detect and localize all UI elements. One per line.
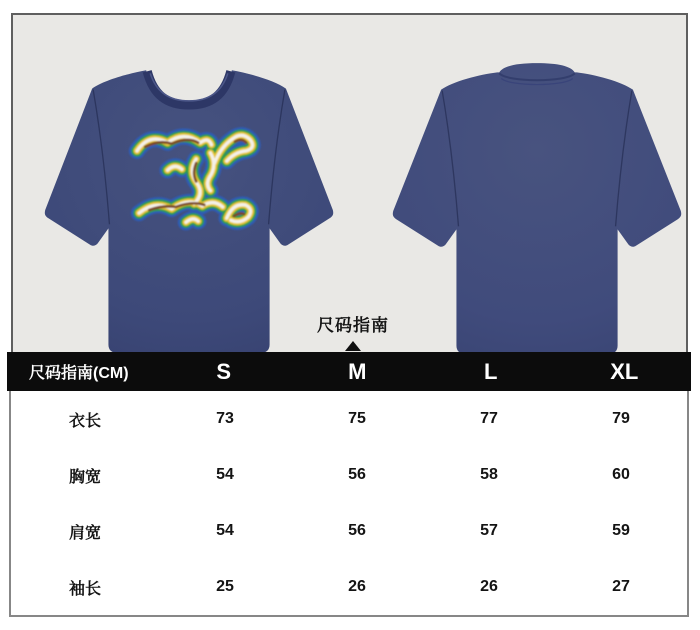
tshirt-back-body bbox=[393, 63, 681, 354]
size-column-m: M bbox=[348, 358, 367, 384]
table-row bbox=[11, 559, 687, 615]
cell-value: 59 bbox=[612, 522, 630, 539]
tshirt-back-image bbox=[383, 61, 689, 357]
size-table-header-label: 尺码指南(CM) bbox=[29, 365, 129, 382]
cell-value: 73 bbox=[216, 410, 234, 427]
collar-band bbox=[147, 71, 231, 105]
cell-value: 57 bbox=[480, 522, 498, 539]
pointer-up-icon bbox=[345, 341, 361, 351]
cell-value: 79 bbox=[612, 410, 630, 427]
row-label-garment-length: 衣长 bbox=[68, 412, 101, 430]
cell-value: 27 bbox=[612, 578, 630, 595]
cell-value: 26 bbox=[348, 578, 366, 595]
table-row bbox=[11, 503, 687, 559]
cell-value: 75 bbox=[348, 410, 366, 427]
size-column-s: S bbox=[216, 358, 232, 384]
product-photo-area bbox=[11, 13, 688, 352]
cell-value: 77 bbox=[480, 410, 498, 427]
size-column-xl: XL bbox=[610, 358, 639, 384]
cell-value: 58 bbox=[480, 466, 498, 483]
row-label-sleeve-length: 袖长 bbox=[68, 580, 101, 598]
row-label-chest-width: 胸宽 bbox=[68, 468, 101, 486]
cell-value: 54 bbox=[216, 466, 234, 483]
size-column-l: L bbox=[484, 358, 498, 384]
cell-value: 56 bbox=[348, 522, 366, 539]
cell-value: 26 bbox=[480, 578, 498, 595]
cell-value: 25 bbox=[216, 578, 234, 595]
row-label-shoulder-width: 肩宽 bbox=[68, 524, 101, 542]
table-row bbox=[11, 447, 687, 503]
size-guide-callout-title: 尺码指南 bbox=[317, 316, 389, 335]
cell-value: 60 bbox=[612, 466, 630, 483]
table-row bbox=[11, 391, 687, 447]
size-table-body bbox=[9, 391, 689, 617]
cell-value: 54 bbox=[216, 522, 234, 539]
cell-value: 56 bbox=[348, 466, 366, 483]
size-table-header bbox=[7, 352, 691, 391]
